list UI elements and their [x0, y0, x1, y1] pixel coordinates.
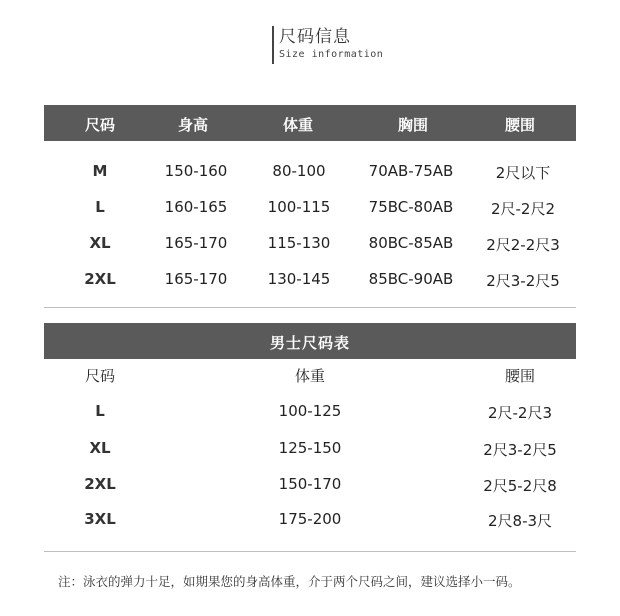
weight-cell: 150-170 [278, 475, 342, 493]
weight-cell: 115-130 [267, 234, 331, 252]
section-header [272, 26, 383, 64]
size-cell: XL [89, 439, 111, 457]
weight-cell: 80-100 [272, 162, 326, 180]
height-cell: 165-170 [164, 234, 228, 252]
bust-cell: 75BC-80AB [368, 198, 454, 216]
bust-cell: 80BC-85AB [368, 234, 454, 252]
waist-cell: 2尺2-2尺3 [486, 236, 560, 254]
waist-cell: 2尺-2尺3 [487, 404, 553, 422]
size-cell: 2XL [84, 475, 116, 493]
col-header-waist: 腰围 [504, 367, 536, 385]
table-row [44, 234, 576, 254]
men-table-title: 男士尺码表 [269, 334, 350, 352]
table-row [44, 270, 576, 290]
men-table-header [44, 323, 576, 359]
col-header-weight: 体重 [294, 367, 326, 385]
table-row [44, 475, 576, 495]
waist-cell: 2尺以下 [495, 164, 551, 182]
col-header-size: 尺码 [84, 116, 116, 134]
weight-cell: 130-145 [267, 270, 331, 288]
weight-cell: 100-125 [278, 402, 342, 420]
men-column-headers [44, 365, 576, 385]
waist-cell: 2尺-2尺2 [490, 200, 556, 218]
table-row [44, 439, 576, 459]
size-cell: 3XL [84, 510, 116, 528]
size-cell: M [92, 162, 108, 180]
col-header-size: 尺码 [84, 367, 116, 385]
waist-cell: 2尺8-3尺 [487, 512, 553, 530]
size-cell: L [95, 198, 105, 216]
col-header-bust: 胸围 [397, 116, 429, 134]
waist-cell: 2尺3-2尺5 [483, 441, 557, 459]
col-header-waist: 腰围 [504, 116, 536, 134]
table-row [44, 510, 576, 530]
bust-cell: 70AB-75AB [368, 162, 454, 180]
table-row [44, 162, 576, 182]
table-divider [44, 551, 576, 552]
col-header-weight: 体重 [282, 116, 314, 134]
women-table-header [44, 105, 576, 141]
height-cell: 150-160 [164, 162, 228, 180]
size-cell: 2XL [84, 270, 116, 288]
bust-cell: 85BC-90AB [368, 270, 454, 288]
section-subtitle: Size information [279, 49, 384, 60]
height-cell: 160-165 [164, 198, 228, 216]
waist-cell: 2尺3-2尺5 [486, 272, 560, 290]
table-row [44, 198, 576, 218]
weight-cell: 100-115 [267, 198, 331, 216]
table-row [44, 402, 576, 422]
weight-cell: 125-150 [278, 439, 342, 457]
col-header-height: 身高 [177, 116, 209, 134]
weight-cell: 175-200 [278, 510, 342, 528]
section-title: 尺码信息 [279, 27, 351, 47]
size-cell: XL [89, 234, 111, 252]
size-cell: L [95, 402, 105, 420]
table-divider [44, 307, 576, 308]
height-cell: 165-170 [164, 270, 228, 288]
waist-cell: 2尺5-2尺8 [483, 477, 557, 495]
size-note: 注：泳衣的弹力十足，如期果您的身高体重，介于两个尺码之间，建议选择小一码。 [58, 574, 521, 589]
